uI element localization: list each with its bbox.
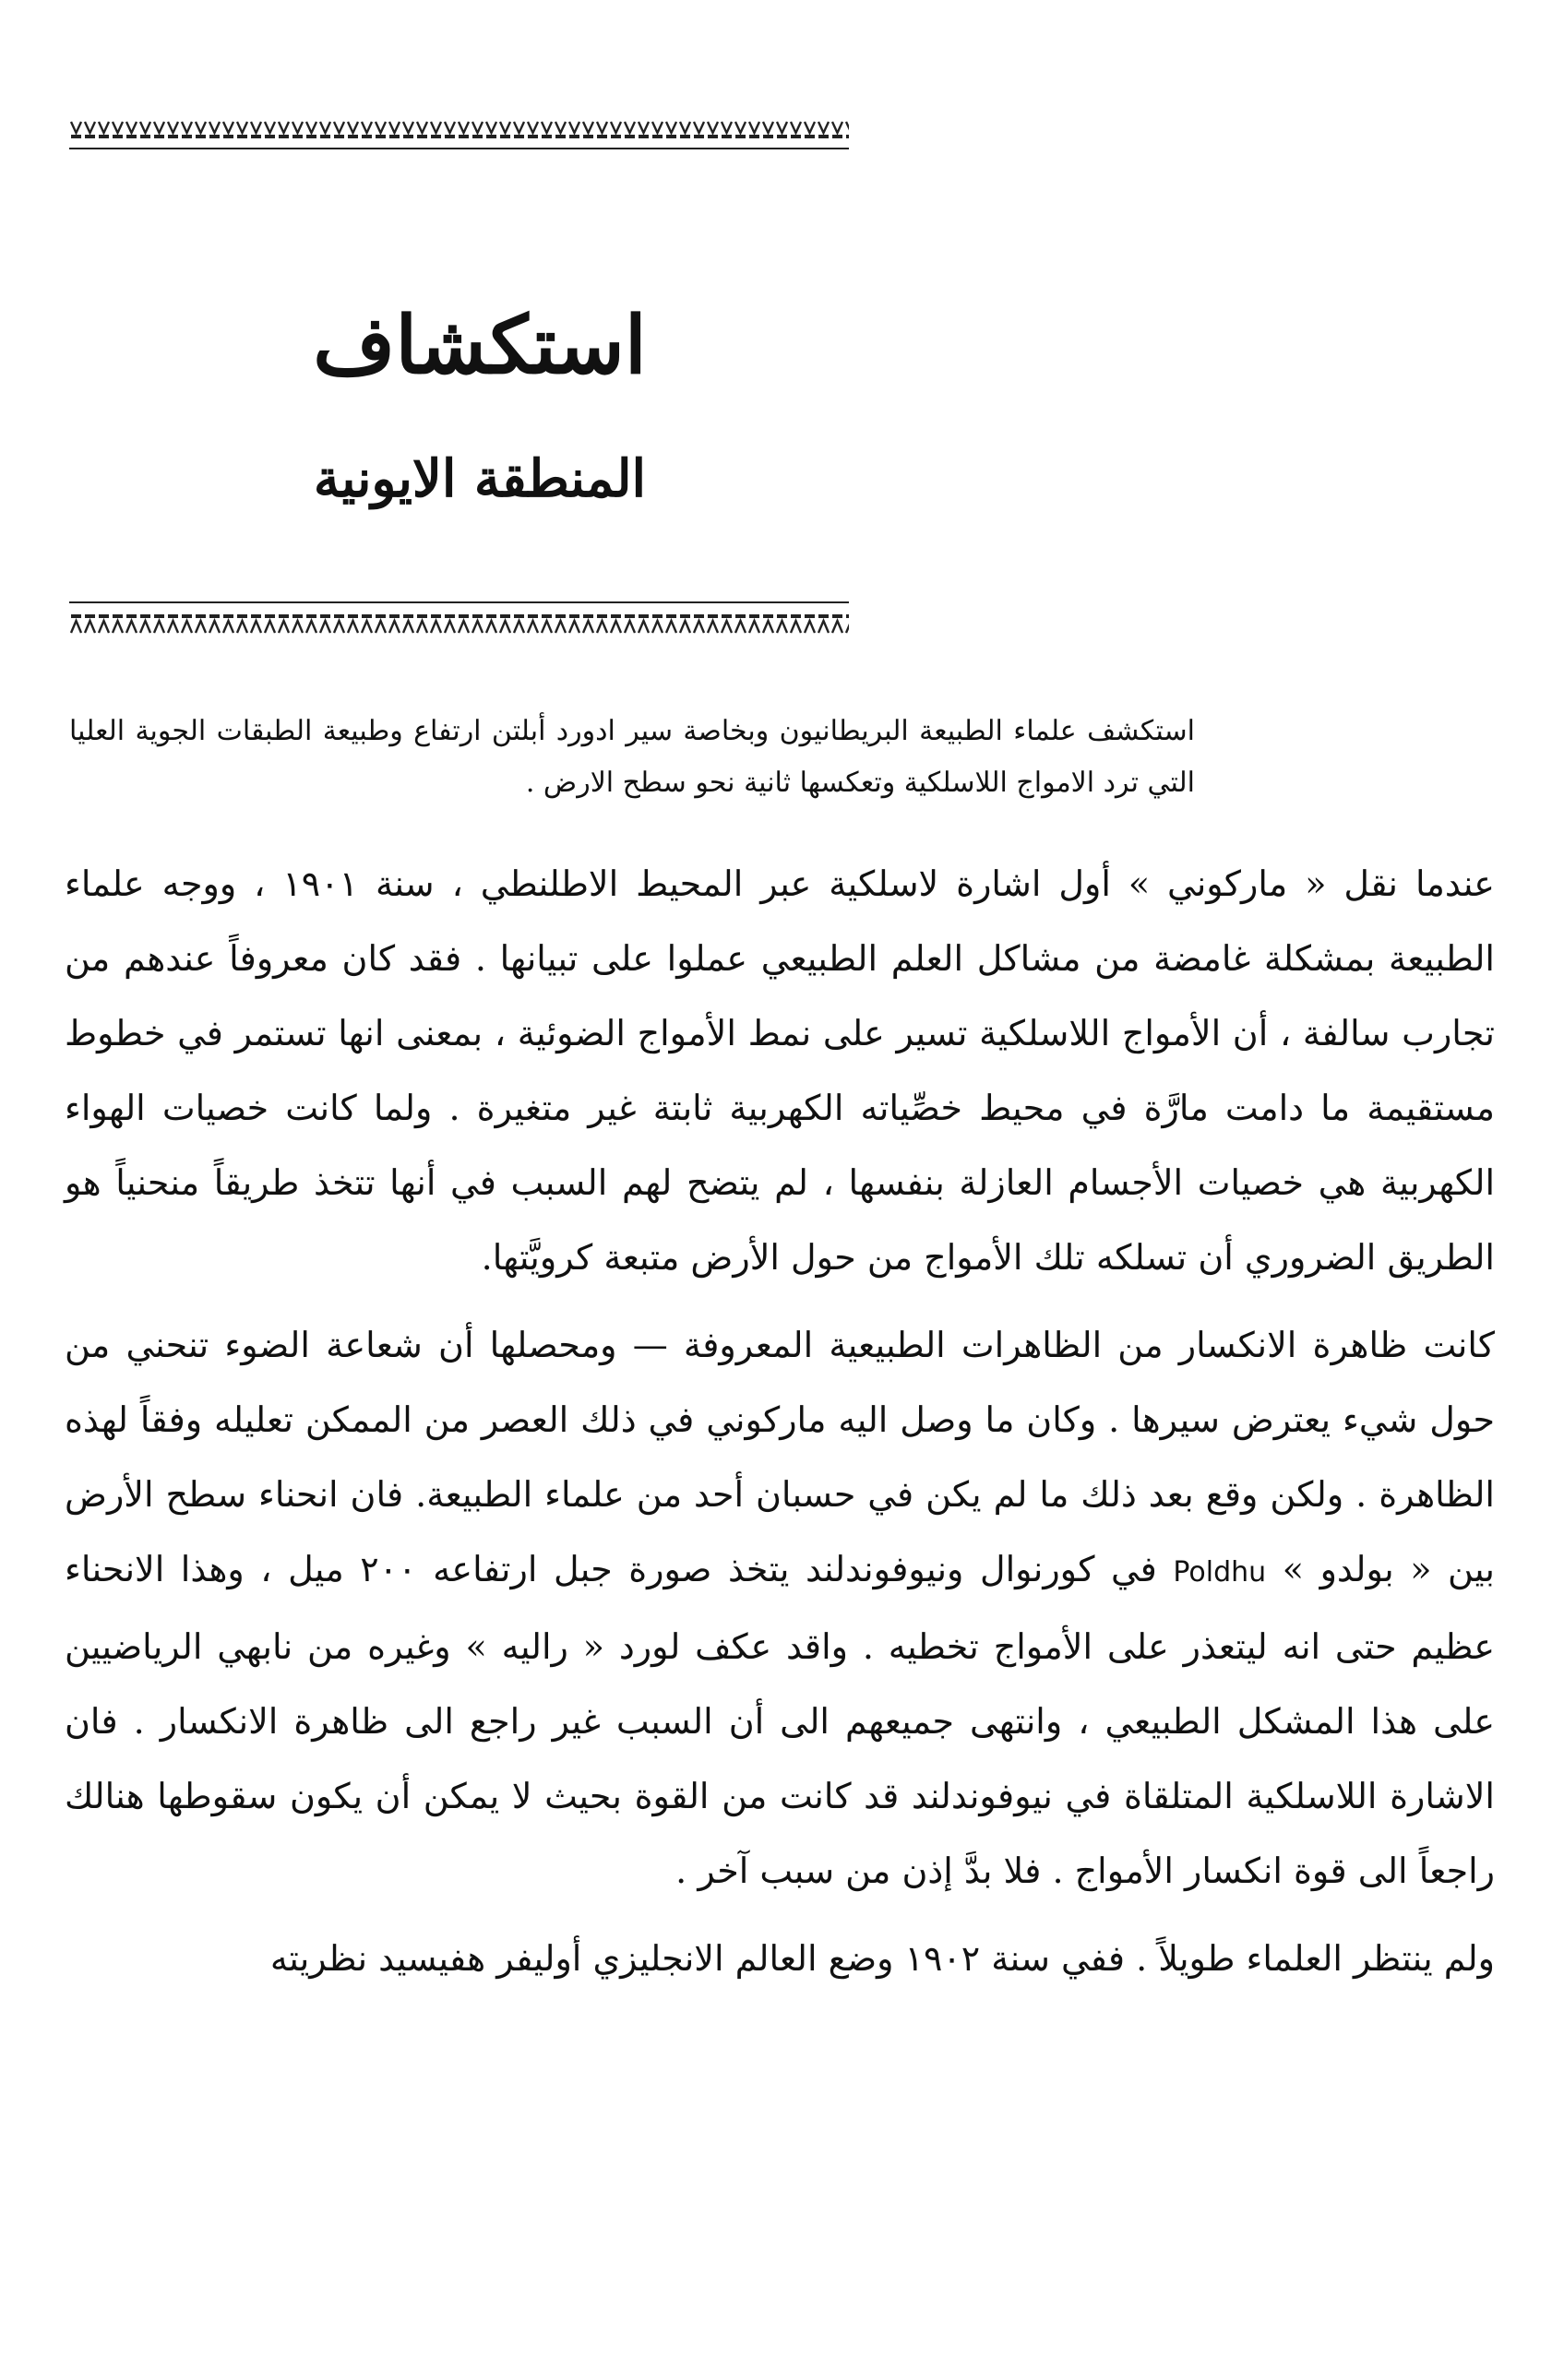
- top-ornament: [69, 118, 849, 142]
- middle-ornament-pattern: [69, 613, 849, 637]
- top-rule: [69, 148, 849, 149]
- paragraph-2: [65, 1308, 1495, 1909]
- top-ornament-pattern: [69, 118, 849, 142]
- page-title: استكشاف: [313, 298, 647, 392]
- page-subtitle: المنطقة الايونية: [313, 448, 647, 510]
- body-text: [65, 847, 1495, 1996]
- abstract-text: استكشف علماء الطبيعة البريطانيون وبخاصة سير ادورد أبلتن ارتفاع وطبيعة الطبقات الجوية العليا التي ترد الامواج اللاسلكية وتعكسها ثانية نحو سطح الارض .: [69, 715, 1195, 799]
- paragraph-1: عندما نقل « ماركوني » أول اشارة لاسلكية عبر المحيط الاطلنطي ، سنة ١٩٠١ ، ووجه علماء الطبيعة بمشكلة غامضة من مشاكل العلم الطبيعي عملوا على تبيانها . فقد كان معروفاً عندهم من تجارب سالفة ، أن الأمواج اللاسلكية تسير على نمط الأمواج الضوئية ، بمعنى انها تستمر في خطوط مستقيمة ما دامت مارَّة في محيط خصِّياته الكهربية ثابتة غير متغيرة . ولما كانت خصيات الهواء الكهربية هي خصيات الأجسام العازلة بنفسها ، لم يتضح لهم السبب في أنها تتخذ طريقاً منحنياً هو الطريق الضروري أن تسلكه تلك الأمواج من حول الأرض متبعة كرويَّتها.: [65, 863, 1495, 1278]
- paragraph-2-text: كانت ظاهرة الانكسار من الظاهرات الطبيعية المعروفة — ومحصلها أن شعاعة الضوء تنحني من حول شيء يعترض سيرها . وكان ما وصل اليه ماركوني في ذلك العصر من الممكن تعليله وفقاً لهذه الظاهرة . ولكن وقع بعد ذلك ما لم يكن في حسبان أحد من علماء الطبيعة. فان انحناء سطح الأرض بين « بولدو »: [65, 1325, 1495, 1589]
- paragraph-3: ولم ينتظر العلماء طويلاً . ففي سنة ١٩٠٢ وضع العالم الانجليزي أوليفر هفيسيد نظريته: [269, 1938, 1495, 1979]
- latin-word: Poldhu: [1173, 1556, 1267, 1589]
- paragraph-2-continuation: في كورنوال ونيوفوندلند يتخذ صورة جبل ارتفاعه ٢٠٠ ميل ، وهذا الانحناء عظيم حتى انه ليتعذر على الأمواج تخطيه . واقد عكف لورد « راليه » وغيره من نابهي الرياضيين على هذا المشكل الطبيعي ، وانتهى جميعهم الى أن السبب غير راجع الى ظاهرة الانكسار . فان الاشارة اللاسلكية المتلقاة في نيوفوندلند قد كانت من القوة بحيث لا يمكن أن يكون سقوطها هنالك راجعاً الى قوة انكسار الأمواج . فلا بدَّ إذن من سبب آخر .: [65, 1549, 1495, 1891]
- middle-rule: [69, 601, 849, 603]
- middle-ornament: [69, 613, 849, 637]
